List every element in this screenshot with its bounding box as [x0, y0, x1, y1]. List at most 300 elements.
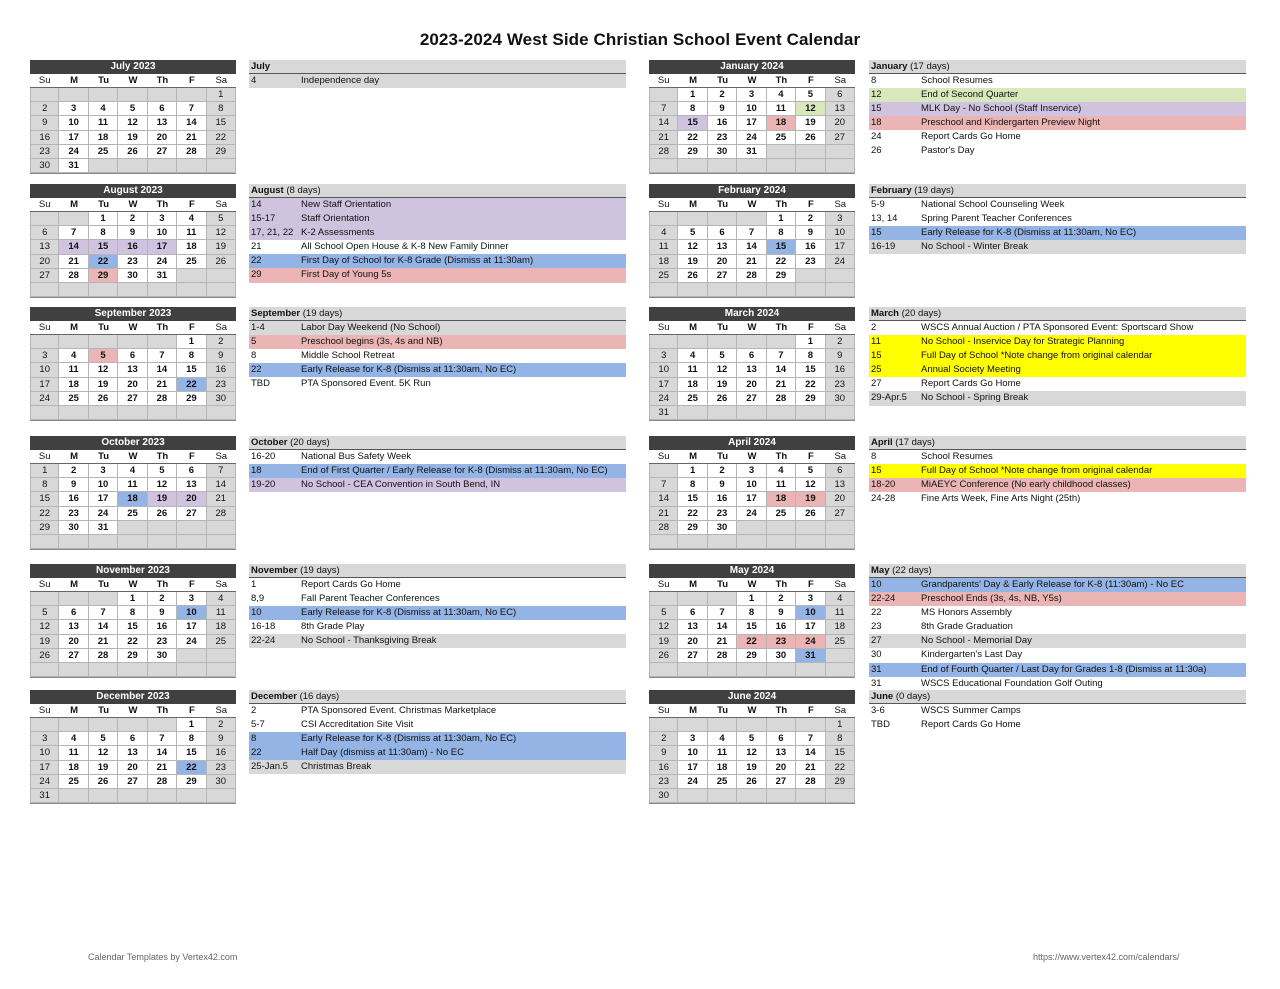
empty-cell [59, 406, 88, 420]
day-cell: 29 [89, 269, 118, 283]
month-grid [30, 321, 236, 421]
day-cell: 26 [148, 507, 177, 521]
day-cell: 24 [796, 635, 825, 649]
empty-cell [796, 159, 825, 173]
month-header: August 2023 [30, 184, 236, 198]
empty-cell [59, 789, 88, 803]
day-cell: 16 [207, 746, 236, 760]
day-cell: 14 [177, 116, 206, 130]
day-cell: 14 [737, 240, 766, 254]
month-calendar [30, 690, 236, 804]
event-text: Annual Society Meeting [921, 364, 1021, 376]
day-cell: 13 [826, 478, 855, 492]
weekday-label: Tu [89, 74, 118, 88]
day-cell: 25 [207, 635, 236, 649]
event-row [869, 492, 1246, 506]
day-cell: 7 [89, 606, 118, 620]
empty-cell [177, 283, 206, 297]
day-cell: 10 [826, 226, 855, 240]
day-cell: 8 [207, 102, 236, 116]
day-cell: 22 [207, 131, 236, 145]
events-day-count: (19 days) [300, 308, 343, 319]
empty-cell [708, 159, 737, 173]
event-row [869, 240, 1246, 254]
day-cell: 13 [177, 478, 206, 492]
event-text: New Staff Orientation [301, 199, 392, 210]
event-date: 24 [871, 131, 882, 143]
day-cell: 25 [177, 255, 206, 269]
month-header: March 2024 [649, 307, 855, 321]
day-cell: 16 [649, 761, 678, 775]
day-cell: 23 [826, 378, 855, 392]
day-cell: 7 [148, 732, 177, 746]
day-cell: 9 [649, 746, 678, 760]
weekday-label: Sa [207, 578, 236, 592]
weekday-label: Su [30, 74, 59, 88]
day-cell: 7 [649, 478, 678, 492]
day-cell: 26 [796, 507, 825, 521]
event-text: Middle School Retreat [301, 350, 395, 362]
empty-cell [708, 789, 737, 803]
empty-cell [207, 283, 236, 297]
empty-cell [796, 663, 825, 677]
weekday-label: W [737, 74, 766, 88]
weekday-label: Su [649, 198, 678, 212]
empty-cell [796, 521, 825, 535]
event-text: Independence day [301, 75, 380, 86]
day-cell: 10 [177, 606, 206, 620]
empty-cell [649, 335, 678, 349]
day-cell: 27 [767, 775, 796, 789]
day-cell: 11 [207, 606, 236, 620]
day-cell: 4 [826, 592, 855, 606]
day-cell: 7 [649, 102, 678, 116]
day-cell: 6 [30, 226, 59, 240]
day-cell: 4 [59, 349, 88, 363]
weekday-label: M [59, 74, 88, 88]
events-header [869, 436, 1246, 450]
event-text: No School - Spring Break [921, 392, 1029, 404]
empty-cell [708, 283, 737, 297]
event-date: 22-24 [251, 635, 276, 647]
day-cell: 5 [30, 606, 59, 620]
day-cell: 19 [30, 635, 59, 649]
day-cell: 3 [826, 212, 855, 226]
event-text: Staff Orientation [301, 213, 370, 225]
event-text: Report Cards Go Home [921, 378, 1021, 390]
day-cell: 29 [678, 521, 707, 535]
weekday-label: Th [148, 321, 177, 335]
day-cell: 28 [649, 521, 678, 535]
day-cell: 4 [708, 732, 737, 746]
month-calendar [30, 564, 236, 678]
day-cell: 6 [767, 732, 796, 746]
event-row [869, 212, 1246, 226]
day-cell: 29 [207, 145, 236, 159]
event-date: 5-9 [871, 199, 885, 210]
day-cell: 4 [767, 464, 796, 478]
empty-cell [678, 663, 707, 677]
empty-cell [177, 649, 206, 663]
empty-cell [708, 535, 737, 549]
event-text: End of Fourth Quarter / Last Day for Grades 1-8 (Dismiss at 11:30a) [921, 663, 1207, 675]
empty-cell [118, 335, 147, 349]
weekday-label: M [678, 704, 707, 718]
month-events [249, 690, 626, 774]
event-text: No School - Memorial Day [921, 635, 1032, 647]
empty-cell [826, 789, 855, 803]
day-cell: 27 [737, 392, 766, 406]
day-cell: 30 [826, 392, 855, 406]
day-cell: 16 [796, 240, 825, 254]
day-cell: 11 [89, 116, 118, 130]
empty-cell [649, 283, 678, 297]
month-header: January 2024 [649, 60, 855, 74]
event-row [249, 335, 626, 349]
day-cell: 31 [649, 406, 678, 420]
day-cell: 26 [118, 145, 147, 159]
day-cell: 14 [708, 620, 737, 634]
weekday-label: Tu [89, 198, 118, 212]
day-cell: 30 [767, 649, 796, 663]
day-cell: 29 [30, 521, 59, 535]
day-cell: 20 [148, 131, 177, 145]
day-cell: 6 [737, 349, 766, 363]
event-date: 2 [871, 322, 877, 333]
empty-cell [148, 159, 177, 173]
day-cell: 1 [177, 718, 206, 732]
empty-cell [826, 521, 855, 535]
weekday-label: W [737, 450, 766, 464]
day-cell: 13 [737, 363, 766, 377]
events-month-name: October [251, 437, 288, 448]
day-cell: 5 [796, 88, 825, 102]
day-cell: 20 [826, 116, 855, 130]
empty-cell [796, 145, 825, 159]
event-row [869, 620, 1246, 634]
day-cell: 30 [207, 392, 236, 406]
page-title: 2023-2024 West Side Christian School Event Calendar [419, 30, 861, 49]
event-row [249, 198, 626, 212]
event-row [869, 88, 1246, 102]
day-cell: 1 [767, 212, 796, 226]
weekday-label: Th [767, 321, 796, 335]
weekday-label: Tu [708, 704, 737, 718]
event-date: 15-17 [251, 213, 276, 225]
day-cell: 9 [59, 478, 88, 492]
weekday-label: Th [767, 578, 796, 592]
day-cell: 7 [177, 102, 206, 116]
day-cell: 3 [737, 88, 766, 102]
day-cell: 15 [89, 240, 118, 254]
event-date: 15 [871, 350, 882, 362]
event-row [869, 130, 1246, 144]
day-cell: 24 [30, 392, 59, 406]
empty-cell [708, 406, 737, 420]
day-cell: 17 [678, 761, 707, 775]
day-cell: 5 [796, 464, 825, 478]
day-cell: 26 [207, 255, 236, 269]
day-cell: 29 [767, 269, 796, 283]
weekday-label: M [678, 450, 707, 464]
empty-cell [148, 283, 177, 297]
month-header: December 2023 [30, 690, 236, 704]
month-calendar [649, 60, 855, 174]
day-cell: 8 [826, 732, 855, 746]
day-cell: 9 [207, 732, 236, 746]
day-cell: 31 [59, 159, 88, 173]
day-cell: 4 [767, 88, 796, 102]
day-cell: 20 [118, 378, 147, 392]
day-cell: 21 [708, 635, 737, 649]
day-cell: 12 [796, 478, 825, 492]
day-cell: 30 [649, 789, 678, 803]
day-cell: 20 [118, 761, 147, 775]
day-cell: 4 [59, 732, 88, 746]
empty-cell [649, 663, 678, 677]
day-cell: 2 [767, 592, 796, 606]
weekday-label: F [796, 450, 825, 464]
event-date: 8 [251, 733, 257, 745]
day-cell: 17 [737, 492, 766, 506]
day-cell: 25 [89, 145, 118, 159]
month-header: October 2023 [30, 436, 236, 450]
events-month-name: July [251, 61, 271, 72]
empty-cell [678, 718, 707, 732]
empty-cell [59, 88, 88, 102]
empty-cell [649, 718, 678, 732]
event-date: 18 [251, 465, 262, 477]
empty-cell [148, 535, 177, 549]
day-cell: 13 [148, 116, 177, 130]
day-cell: 26 [796, 131, 825, 145]
event-row [249, 578, 626, 592]
event-date: 27 [871, 378, 882, 390]
event-text: Preschool and Kindergarten Preview Night [921, 117, 1101, 129]
day-cell: 27 [177, 507, 206, 521]
day-cell: 5 [678, 226, 707, 240]
day-cell: 17 [796, 620, 825, 634]
event-row [869, 663, 1246, 677]
event-date: 13, 14 [871, 213, 898, 225]
weekday-label: Th [767, 704, 796, 718]
event-text: Preschool begins (3s, 4s and NB) [301, 336, 443, 348]
day-cell: 17 [30, 761, 59, 775]
event-text: Fall Parent Teacher Conferences [301, 593, 440, 605]
day-cell: 28 [89, 649, 118, 663]
day-cell: 8 [678, 102, 707, 116]
events-header [869, 60, 1246, 74]
event-row [249, 212, 626, 226]
month-calendar [649, 307, 855, 421]
event-text: Full Day of School *Note change from original calendar [921, 465, 1153, 477]
day-cell: 27 [118, 775, 147, 789]
empty-cell [207, 535, 236, 549]
empty-cell [148, 88, 177, 102]
events-header [869, 184, 1246, 198]
weekday-label: F [177, 450, 206, 464]
day-cell: 1 [118, 592, 147, 606]
day-cell: 17 [30, 378, 59, 392]
weekday-label: Su [649, 704, 678, 718]
day-cell: 26 [30, 649, 59, 663]
event-date: 5-7 [251, 719, 265, 731]
empty-cell [708, 592, 737, 606]
event-row [869, 335, 1246, 349]
event-text: National Bus Safety Week [301, 451, 412, 462]
day-cell: 28 [649, 145, 678, 159]
day-cell: 15 [826, 746, 855, 760]
empty-cell [118, 521, 147, 535]
event-text: CSI Accreditation Site Visit [301, 719, 414, 731]
day-cell: 2 [148, 592, 177, 606]
day-cell: 18 [207, 620, 236, 634]
day-cell: 23 [796, 255, 825, 269]
day-cell: 10 [649, 363, 678, 377]
day-cell: 19 [737, 761, 766, 775]
day-cell: 30 [30, 159, 59, 173]
day-cell: 7 [59, 226, 88, 240]
empty-cell [30, 335, 59, 349]
event-text: No School - Thanksgiving Break [301, 635, 437, 647]
day-cell: 22 [30, 507, 59, 521]
empty-cell [59, 718, 88, 732]
weekday-label: W [118, 198, 147, 212]
weekday-label: Su [30, 321, 59, 335]
weekday-label: M [59, 704, 88, 718]
weekday-label: Su [30, 704, 59, 718]
day-cell: 30 [708, 145, 737, 159]
event-row [869, 704, 1246, 718]
day-cell: 5 [207, 212, 236, 226]
weekday-label: M [59, 450, 88, 464]
empty-cell [826, 145, 855, 159]
event-row [869, 198, 1246, 212]
event-date: 24-28 [871, 493, 896, 505]
weekday-label: F [796, 578, 825, 592]
month-grid [30, 578, 236, 678]
day-cell: 16 [826, 363, 855, 377]
day-cell: 16 [708, 116, 737, 130]
day-cell: 23 [767, 635, 796, 649]
empty-cell [678, 535, 707, 549]
day-cell: 16 [148, 620, 177, 634]
events-month-name: November [251, 565, 298, 576]
weekday-label: F [177, 321, 206, 335]
empty-cell [207, 663, 236, 677]
event-row [249, 254, 626, 268]
event-date: 15 [871, 227, 882, 239]
day-cell: 18 [678, 378, 707, 392]
empty-cell [177, 663, 206, 677]
empty-cell [737, 406, 766, 420]
event-text: Grandparents' Day & Early Release for K-8 (11:30am) - No EC [921, 579, 1184, 590]
weekday-label: F [796, 74, 825, 88]
day-cell: 11 [59, 746, 88, 760]
empty-cell [118, 159, 147, 173]
day-cell: 20 [30, 255, 59, 269]
events-month-name: February [871, 185, 912, 196]
event-text: Report Cards Go Home [921, 131, 1021, 143]
event-row [249, 620, 626, 634]
event-date: 2 [251, 705, 257, 716]
empty-cell [737, 718, 766, 732]
day-cell: 18 [826, 620, 855, 634]
empty-cell [678, 212, 707, 226]
day-cell: 12 [118, 116, 147, 130]
empty-cell [767, 535, 796, 549]
empty-cell [737, 335, 766, 349]
day-cell: 7 [796, 732, 825, 746]
day-cell: 8 [737, 606, 766, 620]
weekday-label: Su [649, 74, 678, 88]
events-header [869, 564, 1246, 578]
empty-cell [737, 212, 766, 226]
day-cell: 8 [89, 226, 118, 240]
empty-cell [767, 145, 796, 159]
empty-cell [649, 464, 678, 478]
day-cell: 30 [118, 269, 147, 283]
day-cell: 23 [59, 507, 88, 521]
event-row [249, 226, 626, 240]
empty-cell [89, 88, 118, 102]
empty-cell [708, 663, 737, 677]
events-header [249, 307, 626, 321]
day-cell: 23 [207, 761, 236, 775]
day-cell: 24 [678, 775, 707, 789]
event-text: Half Day (dismiss at 11:30am) - No EC [301, 747, 464, 759]
weekday-label: F [177, 578, 206, 592]
day-cell: 19 [118, 131, 147, 145]
day-cell: 11 [767, 478, 796, 492]
day-cell: 18 [89, 131, 118, 145]
day-cell: 1 [796, 335, 825, 349]
day-cell: 28 [737, 269, 766, 283]
events-day-count: (19 days) [911, 185, 954, 196]
day-cell: 10 [796, 606, 825, 620]
day-cell: 1 [737, 592, 766, 606]
events-month-name: April [871, 437, 893, 448]
month-grid [30, 198, 236, 298]
day-cell: 11 [118, 478, 147, 492]
day-cell: 6 [708, 226, 737, 240]
day-cell: 9 [118, 226, 147, 240]
weekday-label: Su [30, 578, 59, 592]
empty-cell [89, 663, 118, 677]
day-cell: 12 [708, 363, 737, 377]
day-cell: 23 [118, 255, 147, 269]
weekday-label: W [118, 74, 147, 88]
day-cell: 7 [767, 349, 796, 363]
day-cell: 28 [708, 649, 737, 663]
event-text: PTA Sponsored Event. 5K Run [301, 378, 431, 390]
month-header: February 2024 [649, 184, 855, 198]
events-day-count: (17 days) [907, 61, 950, 72]
day-cell: 15 [207, 116, 236, 130]
day-cell: 27 [826, 507, 855, 521]
empty-cell [678, 335, 707, 349]
month-grid [649, 450, 855, 550]
empty-cell [30, 592, 59, 606]
day-cell: 3 [59, 102, 88, 116]
event-date: 12 [871, 89, 882, 101]
day-cell: 12 [796, 102, 825, 116]
events-day-count: (22 days) [889, 565, 932, 576]
empty-cell [177, 88, 206, 102]
event-row [249, 746, 626, 760]
event-date: 8 [251, 350, 257, 362]
day-cell: 8 [767, 226, 796, 240]
